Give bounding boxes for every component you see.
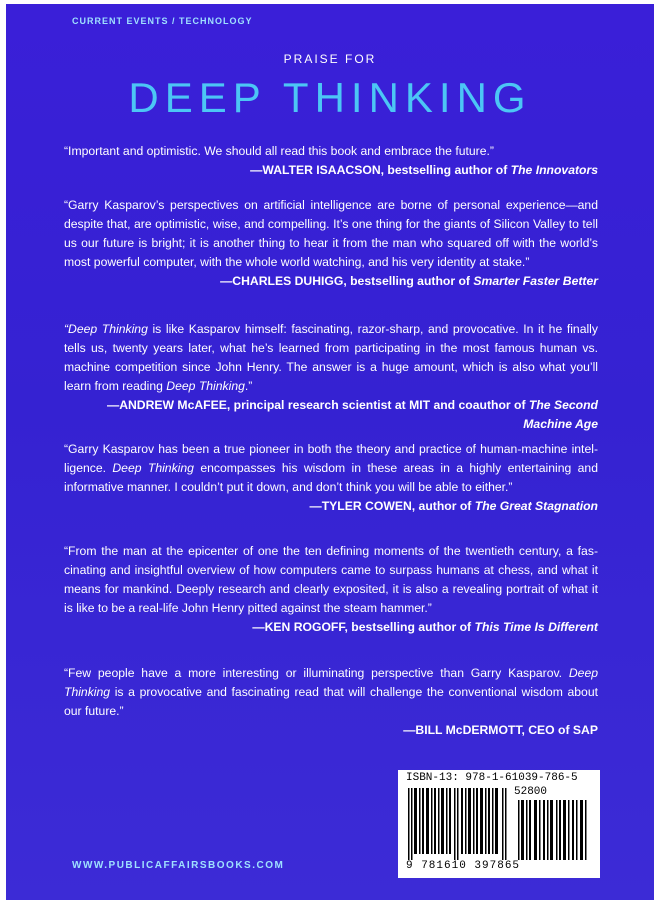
attr-role: , bestselling author of xyxy=(380,163,511,177)
attr-role: , bestselling author of xyxy=(343,274,474,288)
blurb-attribution xyxy=(64,497,598,516)
blurb-mcdermott xyxy=(64,664,598,740)
blurb-attribution xyxy=(64,721,598,740)
attr-work: The Second Machine Age xyxy=(523,398,598,431)
praise-for-heading: PRAISE FOR xyxy=(283,52,377,66)
attr-role: , CEO of SAP xyxy=(521,723,598,737)
blurb-quote: “Garry Kasparov’s perspectives on artificial intelligence are borne of personal experience—and despite that, are optimistic, wise, and compelling. It’s one thing for the giants of Silicon Valley to tell us our future is bright; it is another thing to hear it from the man who squared off with the world’s most powerful computer, with the whole world watching, and his very identity at stake.” xyxy=(64,198,598,269)
blurb-quote-italic: Deep Thinking xyxy=(166,379,245,393)
blurb-quote-end: is a provocative and fascinating read that will challenge the conventional wisdom about our future.” xyxy=(64,685,598,718)
attr-work: The Great Stagnation xyxy=(474,499,598,513)
publisher-website: WWW.PUBLICAFFAIRSBOOKS.COM xyxy=(72,860,285,871)
attr-name: —WALTER ISAACSON xyxy=(250,163,381,177)
blurb-duhigg xyxy=(64,196,598,291)
ean-digits: 9 781610 397865 xyxy=(406,860,521,872)
attr-name: —TYLER COWEN xyxy=(309,499,412,513)
attr-work: This Time Is Different xyxy=(474,620,598,634)
blurb-attribution xyxy=(64,396,598,434)
blurb-quote-italic: “Deep Thinking xyxy=(64,322,148,336)
ean-barcode-graphic xyxy=(406,788,510,860)
attr-name: —BILL McDERMOTT xyxy=(403,723,522,737)
blurb-quote-end: encompasses his wisdom in these areas in a highly entertaining and informative manner. I couldn’t put it down, and don’t think you will be able to either.” xyxy=(64,461,598,494)
blurb-quote: “From the man at the epicenter of one the ten defining moments of the twentieth century, a fascinating and insightful overview of how computers came to surpass humans at chess, and what it means for mankind. Deeply research and clearly exposited, it is also a revealing portrait of what it is like to be a real-life John Henry pitted against the steam hammer.” xyxy=(64,544,598,615)
price-code: 52800 xyxy=(514,786,548,798)
attr-name: —ANDREW McAFEE xyxy=(107,398,227,412)
blurb-attribution xyxy=(64,161,598,180)
price-barcode-graphic xyxy=(516,800,592,860)
blurb-rogoff xyxy=(64,542,598,637)
blurb-isaacson xyxy=(64,142,598,180)
blurb-cowen xyxy=(64,440,598,516)
blurb-quote: “Important and optimistic. We should all read this book and embrace the future.” xyxy=(64,144,494,158)
attr-role: , author of xyxy=(411,499,475,513)
isbn-text: ISBN-13: 978-1-61039-786-5 xyxy=(406,772,578,784)
attr-role: , principal research scientist at MIT and coauthor of xyxy=(226,398,529,412)
blurb-quote: “Few people have a more interesting or illuminating perspective than Garry Kasparov. xyxy=(64,666,569,680)
blurb-attribution xyxy=(64,272,598,291)
attr-role: , bestselling author of xyxy=(344,620,475,634)
attr-work: Smarter Faster Better xyxy=(473,274,598,288)
blurb-quote-italic: Deep Thinking xyxy=(112,461,194,475)
attr-name: —KEN ROGOFF xyxy=(252,620,345,634)
attr-work: The Innovators xyxy=(510,163,598,177)
blurb-quote: “Garry Kasparov has been a true pioneer in both the theory and practice of human-machine intelligence. xyxy=(64,442,598,475)
back-cover xyxy=(6,4,654,900)
blurb-attribution xyxy=(64,618,598,637)
blurb-quote-end: .” xyxy=(244,379,253,393)
blurb-quote-italic: Deep Thinking xyxy=(64,666,598,699)
blurb-mcafee xyxy=(64,320,598,434)
blurb-quote: is like Kasparov himself: fascinating, razor-sharp, and provocative. In it he finally tells us, twenty years later, what he’s learned from participating in the most famous human vs. machine competition since John Henry. The answer is a huge amount, which is also what you’ll learn from reading xyxy=(64,322,598,393)
book-title: DEEP THINKING xyxy=(128,74,532,121)
barcode xyxy=(398,770,600,878)
category-label: CURRENT EVENTS / TECHNOLOGY xyxy=(72,16,253,26)
attr-name: —CHARLES DUHIGG xyxy=(220,274,344,288)
